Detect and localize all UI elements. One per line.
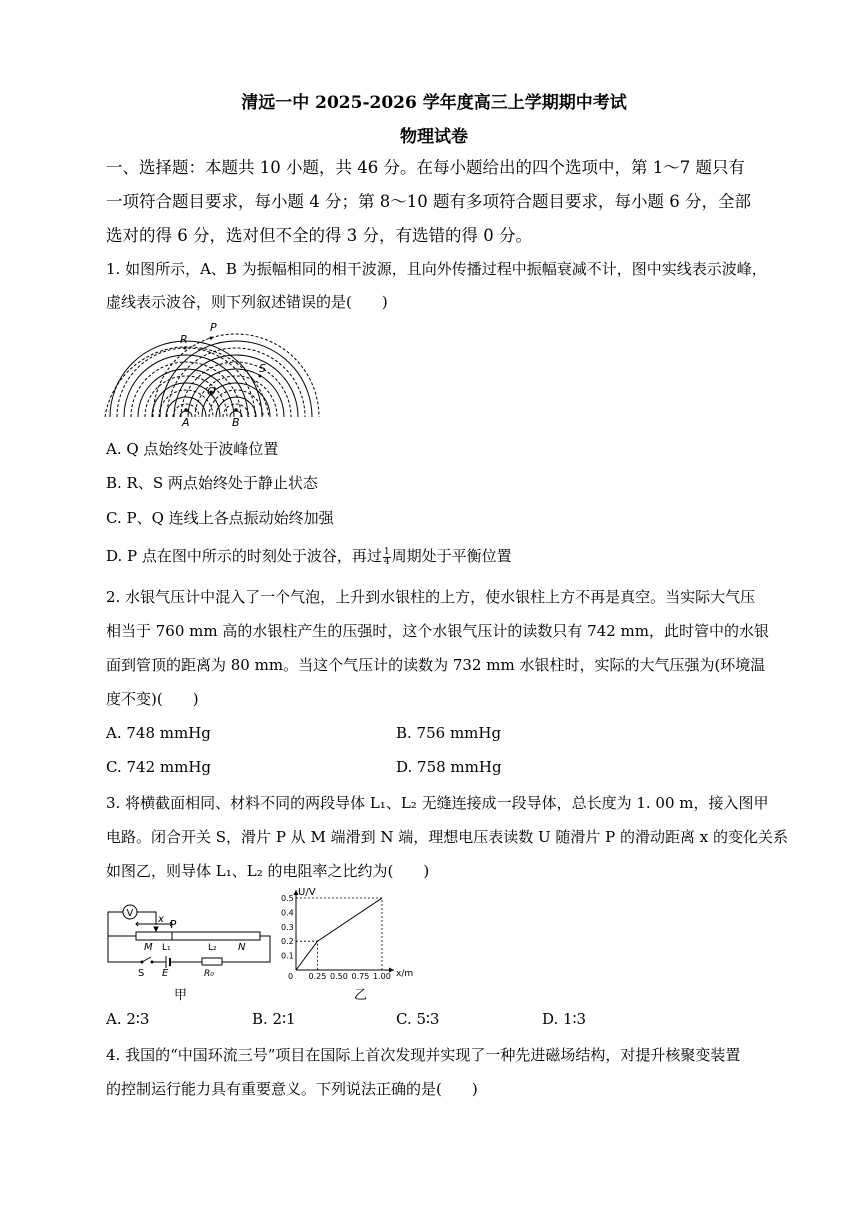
fraction [383, 548, 391, 567]
x-tick-label: 1.00 [373, 972, 391, 981]
section-line: 选对的得 6 分，选对但不全的得 3 分，有选错的得 0 分。 [106, 226, 532, 245]
option-d-pre: D. P 点在图中所示的时刻处于波谷，再过 [106, 547, 382, 565]
figure-caption-b: 乙 [354, 988, 368, 1003]
fraction-denominator: 4 [383, 556, 390, 567]
y-tick-label: 0.4 [281, 908, 294, 918]
question-text-line: 如图乙，则导体 L₁、L₂ 的电阻率之比约为( ) [106, 862, 430, 880]
fraction-numerator: 1 [383, 546, 390, 557]
voltage-distance-chart [278, 884, 428, 984]
question-text-line: 度不变)( ) [106, 690, 199, 708]
section-line: 一项符合题目要求，每小题 4 分；第 8～10 题有多项符合题目要求，每小题 6 分，全部 [106, 192, 751, 211]
l2-label: L₂ [208, 943, 217, 953]
dashed-guide [296, 898, 382, 970]
question-text-line: 4. 我国的“中国环流三号”项目在国际上首次发现并实现了一种先进磁场结构，对提升核聚变装置 [106, 1046, 741, 1064]
voltmeter-label: V [126, 908, 134, 919]
origin-label: 0 [288, 972, 294, 981]
y-tick-label: 0.2 [281, 937, 294, 947]
x-tick-label: 0.50 [330, 972, 348, 981]
option-d [106, 545, 512, 567]
option-a: A. 2∶3 [106, 1010, 150, 1028]
question-text-line: 1. 如图所示，A、B 为振幅相同的相干波源，且向外传播过程中振幅衰减不计，图中实线表示波峰， [106, 260, 767, 278]
option-c: C. P、Q 连线上各点振动始终加强 [106, 509, 334, 527]
series-line [296, 898, 382, 970]
figure-caption-a: 甲 [174, 988, 188, 1003]
circuit-diagram [104, 898, 274, 982]
x-axis-label: x/m [396, 969, 414, 979]
label-P: P [210, 321, 217, 334]
label-Q: Q [207, 385, 216, 398]
question-text-line: 2. 水银气压计中混入了一个气泡，上升到水银柱的上方，使水银柱上方不再是真空。当实际大气压 [106, 588, 756, 606]
chart-guides [296, 898, 382, 970]
option-c: C. 742 mmHg [106, 758, 212, 776]
end-m-label: M [144, 942, 153, 953]
label-B: B [232, 416, 240, 429]
question-text-line: 电路。闭合开关 S，滑片 P 从 M 端滑到 N 端，理想电压表读数 U 随滑片 P 的滑动距离 x 的变化关系 [106, 828, 789, 846]
resistor-label: R₀ [204, 969, 214, 979]
label-S: S [259, 362, 266, 375]
exam-subtitle: 物理试卷 [400, 127, 468, 147]
x-tick-label: 0.75 [351, 972, 370, 981]
option-b: B. 756 mmHg [396, 724, 502, 742]
chart-series [296, 898, 382, 970]
option-b: B. R、S 两点始终处于静止状态 [106, 474, 318, 492]
l1-label: L₁ [162, 943, 171, 953]
end-n-label: N [238, 942, 246, 953]
y-tick-label: 0.5 [281, 894, 294, 903]
exam-title: 清远一中 2025-2026 学年度高三上学期期中考试 [241, 93, 627, 113]
wave-interference-figure [104, 320, 324, 430]
switch-label: S [138, 968, 145, 979]
section-line: 一、选择题：本题共 10 小题，共 46 分。在每小题给出的四个选项中，第 1～7 题只有 [106, 158, 745, 177]
battery-label: E [162, 968, 169, 979]
option-a: A. 748 mmHg [106, 724, 211, 742]
question-text-line: 面到管顶的距离为 80 mm。当这个气压计的读数为 732 mm 水银柱时，实际的大气压强为(环境温 [106, 656, 766, 674]
chart-axes [294, 890, 395, 973]
y-axis-label: U/V [298, 887, 316, 898]
option-d-post: 周期处于平衡位置 [391, 547, 512, 565]
question-text-line: 的控制运行能力具有重要意义。下列说法正确的是( ) [106, 1080, 478, 1098]
y-tick-label: 0.3 [281, 922, 294, 932]
x-tick-label: 0.25 [308, 972, 327, 981]
option-d: D. 758 mmHg [396, 758, 502, 776]
option-d: D. 1∶3 [542, 1010, 587, 1028]
label-A: A [182, 416, 190, 429]
distance-label: x [158, 914, 164, 925]
question-text-line: 3. 将横截面相同、材料不同的两段导体 L₁、L₂ 无缝连接成一段导体，总长度为 1. 00 m，接入图甲 [106, 794, 769, 812]
slider-label: P [170, 918, 177, 931]
option-a: A. Q 点始终处于波峰位置 [106, 440, 279, 458]
label-R: R [180, 333, 188, 346]
option-c: C. 5∶3 [396, 1010, 440, 1028]
y-tick-label: 0.1 [281, 951, 294, 961]
question-text-line: 相当于 760 mm 高的水银柱产生的压强时，这个水银气压计的读数只有 742 mm，此时管中的水银 [106, 622, 769, 640]
question-text-line: 虚线表示波谷，则下列叙述错误的是( ) [106, 293, 388, 311]
option-b: B. 2∶1 [252, 1010, 296, 1028]
